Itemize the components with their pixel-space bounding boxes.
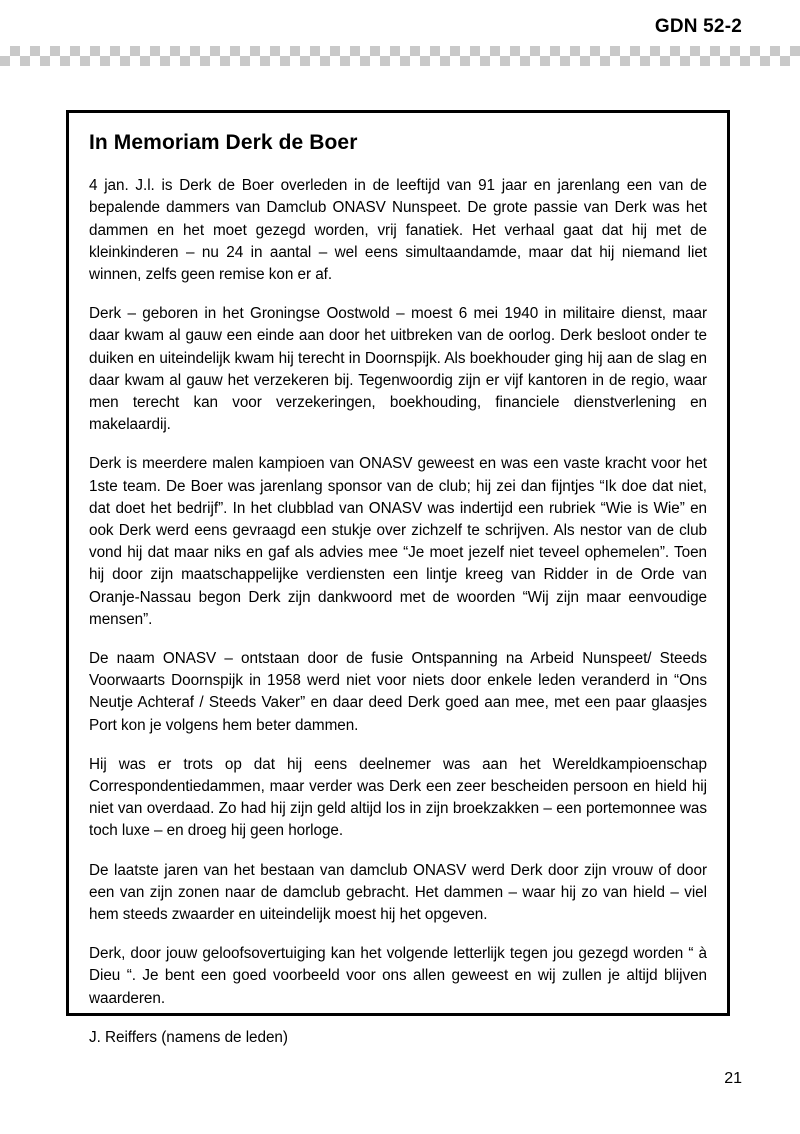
article-paragraph: Derk, door jouw geloofsovertuiging kan het volgende letterlijk tegen jou gezegd worden “ à Dieu “. Je bent een goed voorbeeld voor ons allen geweest en wij zullen je altijd blijven waarderen. [89, 945, 707, 1007]
checkerboard-rule-icon [0, 46, 800, 66]
article-body [89, 175, 707, 1049]
article-paragraph: Hij was er trots op dat hij eens deelnemer was aan het Wereldkampioenschap Correspondentiedammen, maar verder was Derk een zeer bescheiden persoon en hield hij niet van overdaad. Zo had hij zijn geld altijd los in zijn broekzakken – een portemonnee was toch luxe – en droeg hij geen horloge. [89, 755, 707, 840]
article-paragraph: 4 jan. J.l. is Derk de Boer overleden in de leeftijd van 91 jaar en jarenlang een van de bepalende dammers van Damclub ONASV Nunspeet. De grote passie van Derk was het dammen en het moet gezegd worden, vrij fanatiek. Het verhaal gaat dat hij met de kleinkinderen – nu 24 in aantal – wel eens simultaandamde, maar dat hij niemand liet winnen, zelfs geen remise kon er af. [89, 177, 707, 283]
article-content [69, 113, 727, 1049]
article-paragraph: De naam ONASV – ontstaan door de fusie Ontspanning na Arbeid Nunspeet/ Steeds Voorwaarts Doornspijk in 1958 werd niet voor niets door enkele leden veranderd in “Ons Neutje Achteraf / Steeds Vaker” en daar deed Derk goed aan mee, met een paar glaasjes Port kon je volgens hem beter dammen. [89, 650, 707, 734]
page-footer [0, 1054, 800, 1134]
article-title: In Memoriam Derk de Boer [89, 131, 358, 154]
article-paragraph: De laatste jaren van het bestaan van damclub ONASV werd Derk door zijn vrouw of door een van zijn zonen naar de damclub gebracht. Het dammen – waar hij zo van hield – viel hem steeds zwaarder en uiteindelijk moest hij het opgeven. [89, 861, 707, 924]
publication-title: GDN 52-2 [654, 16, 742, 37]
article-paragraph: Derk – geboren in het Groningse Oostwold – moest 6 mei 1940 in militaire dienst, maar daar kwam al gauw een einde aan door het uitbreken van de oorlog. Derk besloot onder te duiken en uiteindelijk kwam hij terecht in Doornspijk. Als boekhouder ging hij aan de slag en daar kwam al gauw het verzekeren bij. Tegenwoordig zijn er vijf kantoren in de regio, waar men terecht kan voor verzekeringen, boekhouding, financiele dienstverlening en makelaardij. [89, 305, 707, 434]
article-box [66, 110, 730, 1046]
article-signature: J. Reiffers (namens de leden) [89, 1028, 288, 1046]
page-number: 21 [724, 1070, 742, 1087]
article-paragraph: Derk is meerdere malen kampioen van ONASV geweest en was een vaste kracht voor het 1ste team. De Boer was jarenlang sponsor van de club; hij zei dan fijntjes “Ik doe dat niet, dat doet het bedrijf”. In het clubblad van ONASV was indertijd een rubriek “Wie is Wie” en ook Derk werd eens gevraagd een stukje over zichzelf te schrijven. Als nestor van de club vond hij dat maar niks en gaf als advies mee “Je moet jezelf niet teveel ophemelen”. Toen hij door zijn maatschappelijke verdiensten een lintje kreeg van Ridder in de Orde van Oranje-Nassau begon Derk zijn dankwoord met de woorden “Wij zijn maar eenvoudige mensen”. [89, 455, 707, 628]
